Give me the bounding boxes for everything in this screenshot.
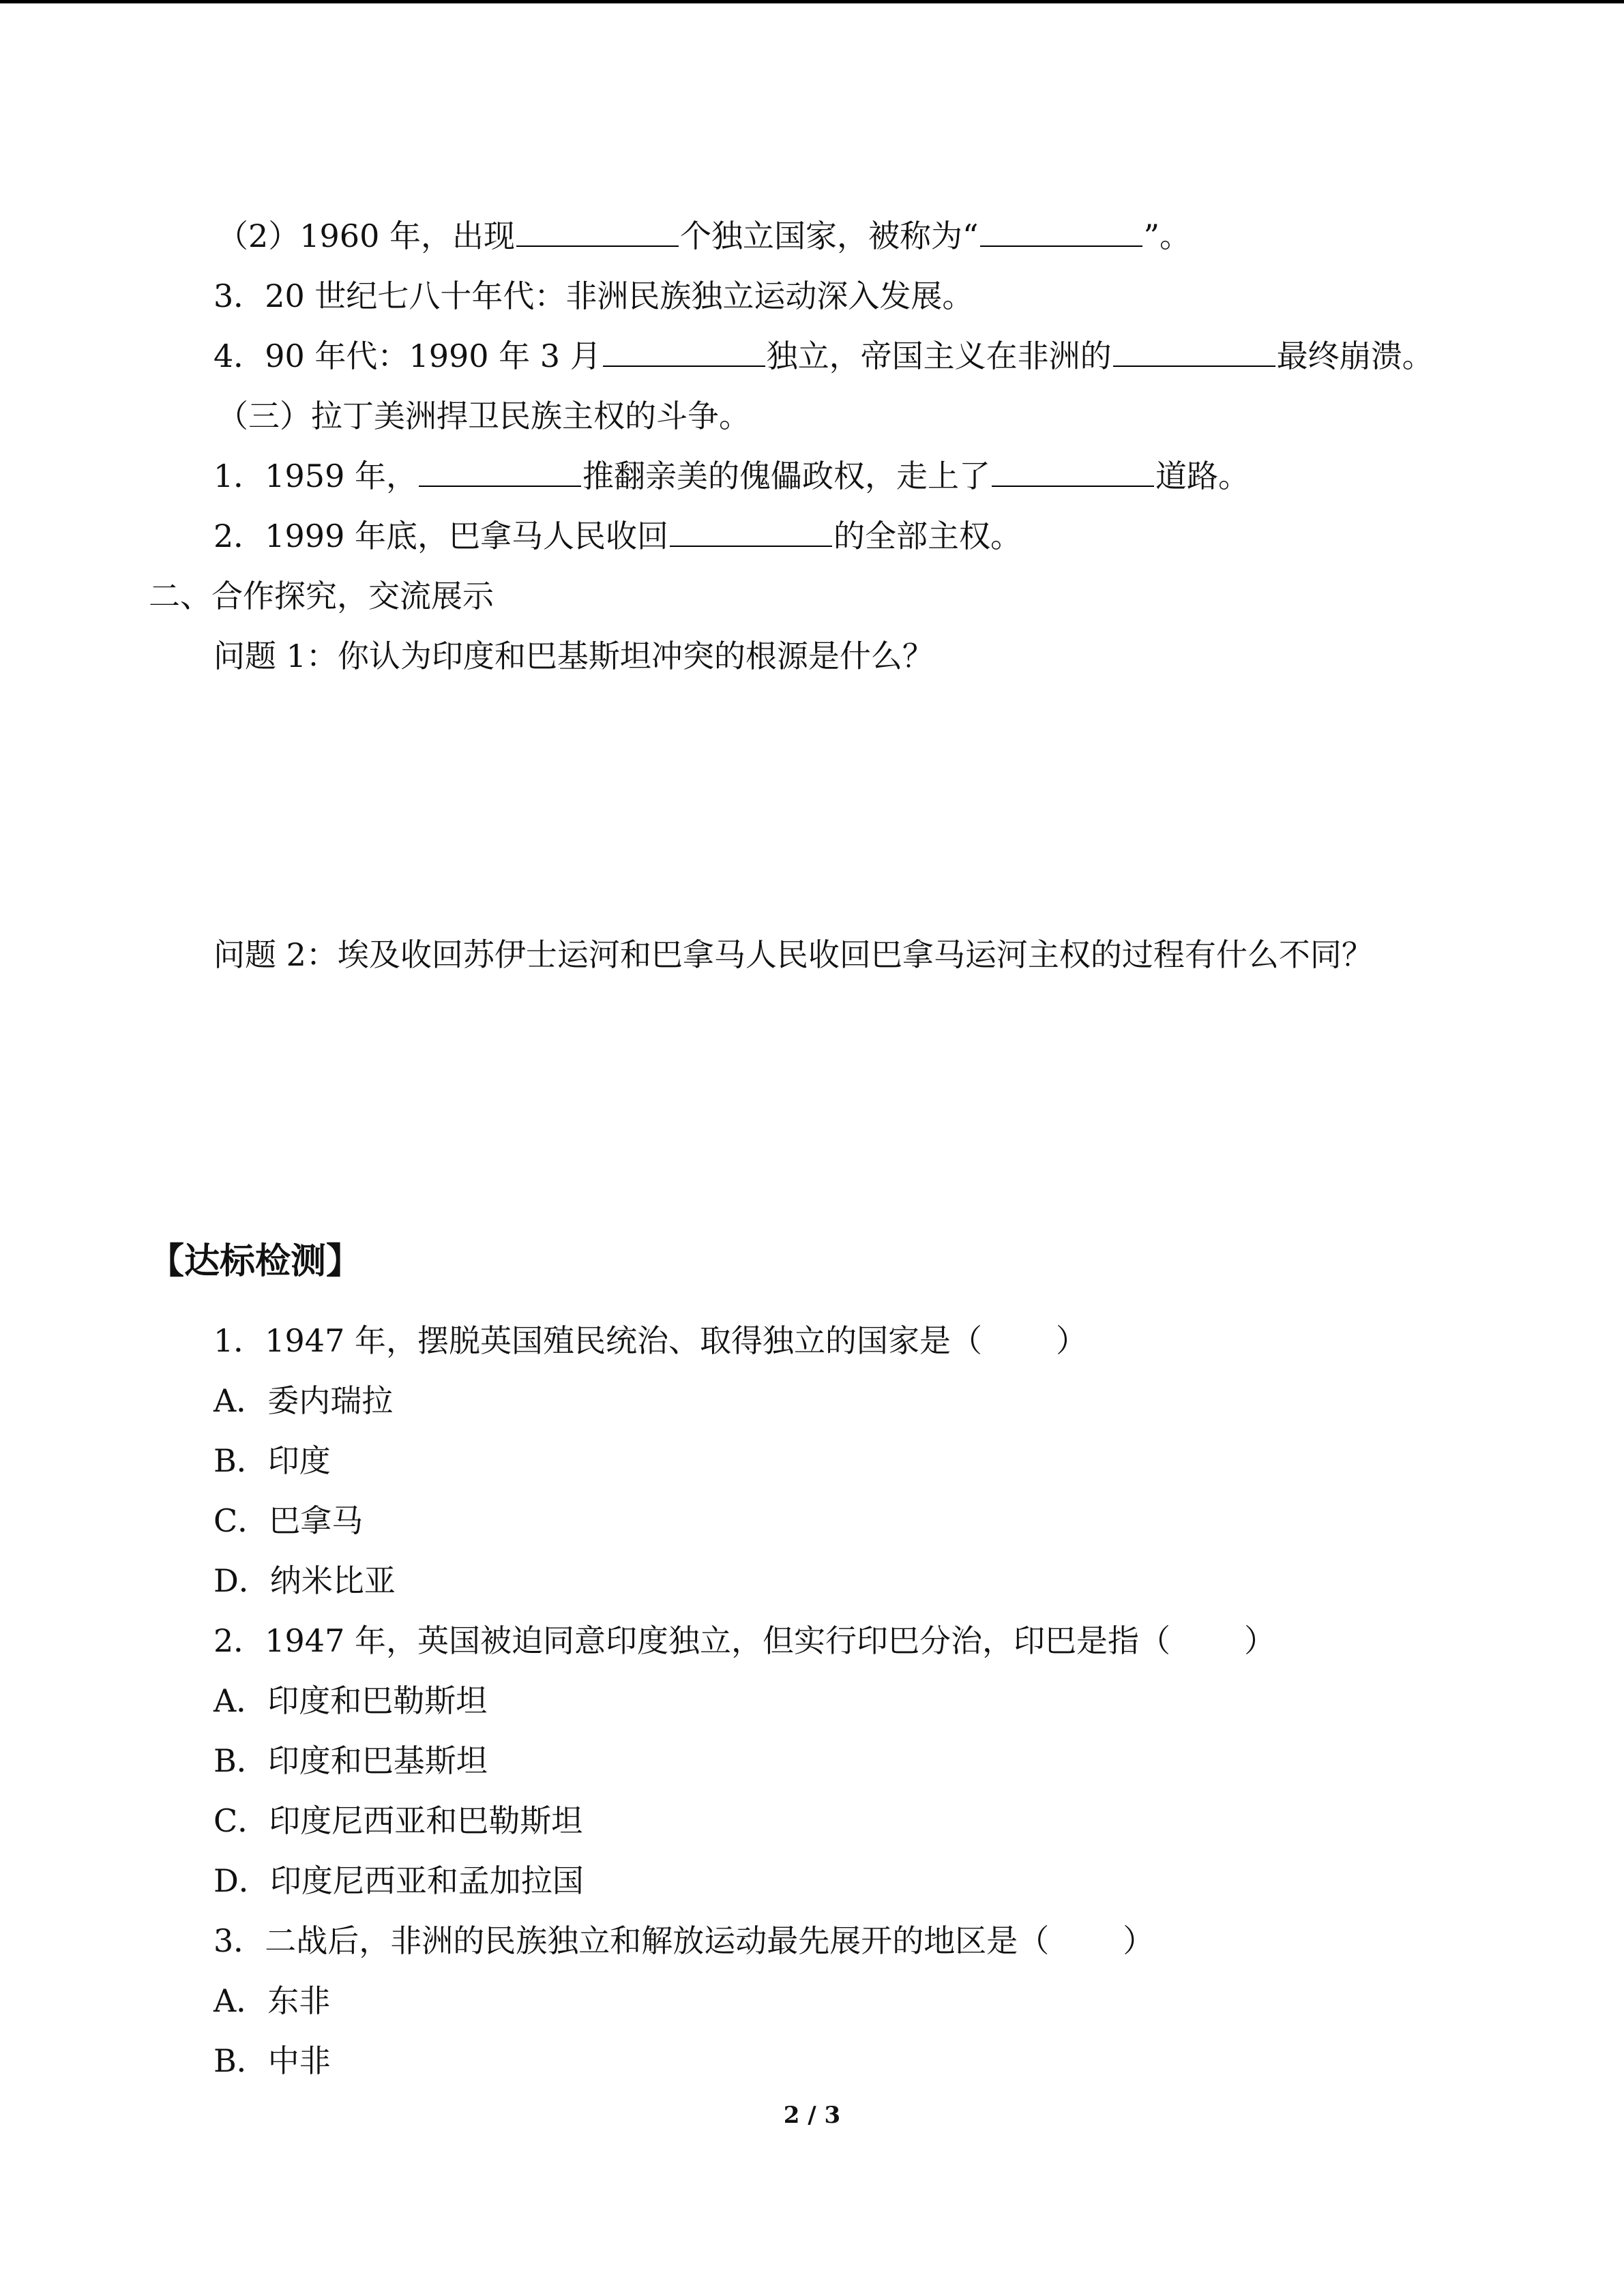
test-q1-option-a: A．委内瑞拉 <box>213 1382 394 1419</box>
question-stem: 1．1947 年，摆脱英国殖民统治、取得独立的国家是（ <box>213 1322 982 1359</box>
page-number: 2 / 3 <box>783 2102 841 2129</box>
fill-in-text: 个独立国家，被称为“ <box>679 218 979 254</box>
fill-in-text: 的全部主权。 <box>833 518 1022 554</box>
test-question-3 <box>213 1920 1154 1961</box>
test-q1-option-b: B．印度 <box>213 1442 331 1479</box>
fill-in-line-2: 3．20 世纪七八十年代：非洲民族独立运动深入发展。 <box>213 278 974 314</box>
fill-in-line-6 <box>213 516 1022 556</box>
test-q1-option-c: C．巴拿马 <box>213 1502 364 1539</box>
answer-blank[interactable] <box>419 458 581 487</box>
fill-in-text: （2）1960 年，出现 <box>217 218 515 254</box>
question-stem: 2．1947 年，英国被迫同意印度独立，但实行印巴分治，印巴是指（ <box>213 1622 1170 1659</box>
question-paren-close: ） <box>1055 1322 1087 1359</box>
fill-in-text: 2．1999 年底，巴拿马人民收回 <box>213 518 668 554</box>
page-top-rule <box>0 0 1624 3</box>
fill-in-text: 推翻亲美的傀儡政权，走上了 <box>582 458 990 494</box>
test-q2-option-c: C．印度尼西亚和巴勒斯坦 <box>213 1802 583 1839</box>
answer-blank[interactable] <box>980 218 1142 247</box>
answer-blank[interactable] <box>603 338 765 367</box>
question-paren-close: ） <box>1123 1922 1155 1959</box>
answer-blank[interactable] <box>670 518 832 547</box>
test-q2-option-b: B．印度和巴基斯坦 <box>213 1742 488 1779</box>
test-question-2 <box>213 1620 1275 1661</box>
test-question-1 <box>213 1320 1087 1361</box>
inquiry-question-2: 问题 2：埃及收回苏伊士运河和巴拿马人民收回巴拿马运河主权的过程有什么不同？ <box>213 936 1373 973</box>
test-q2-option-d: D．印度尼西亚和孟加拉国 <box>213 1862 584 1899</box>
fill-in-text: 最终崩溃。 <box>1276 338 1434 374</box>
answer-blank[interactable] <box>992 458 1154 487</box>
inquiry-question-1: 问题 1：你认为印度和巴基斯坦冲突的根源是什么？ <box>213 638 934 674</box>
question-paren-close: ） <box>1243 1622 1275 1659</box>
test-q3-option-b: B．中非 <box>213 2042 331 2079</box>
test-q1-option-d: D．纳米比亚 <box>213 1562 396 1599</box>
fill-in-text: 4．90 年代：1990 年 3 月 <box>213 338 602 374</box>
test-q2-option-a: A．印度和巴勒斯坦 <box>213 1682 488 1719</box>
question-stem: 3．二战后，非洲的民族独立和解放运动最先展开的地区是（ <box>213 1922 1050 1959</box>
fill-in-line-1 <box>217 215 1191 256</box>
fill-in-text: 1．1959 年， <box>213 458 417 494</box>
fill-in-text: ”。 <box>1143 218 1192 254</box>
fill-in-line-3 <box>213 336 1434 376</box>
fill-in-text: 道路。 <box>1155 458 1250 494</box>
answer-blank[interactable] <box>1113 338 1275 367</box>
section-heading-inquiry: 二、合作探究，交流展示 <box>149 578 494 614</box>
answer-blank[interactable] <box>516 218 679 247</box>
fill-in-text: 独立，帝国主义在非洲的 <box>766 338 1112 374</box>
test-q3-option-a: A．东非 <box>213 1982 331 2019</box>
section-heading-test: 【达标检测】 <box>149 1241 362 1282</box>
fill-in-line-4: （三）拉丁美洲捍卫民族主权的斗争。 <box>217 398 750 434</box>
fill-in-line-5 <box>213 456 1250 496</box>
